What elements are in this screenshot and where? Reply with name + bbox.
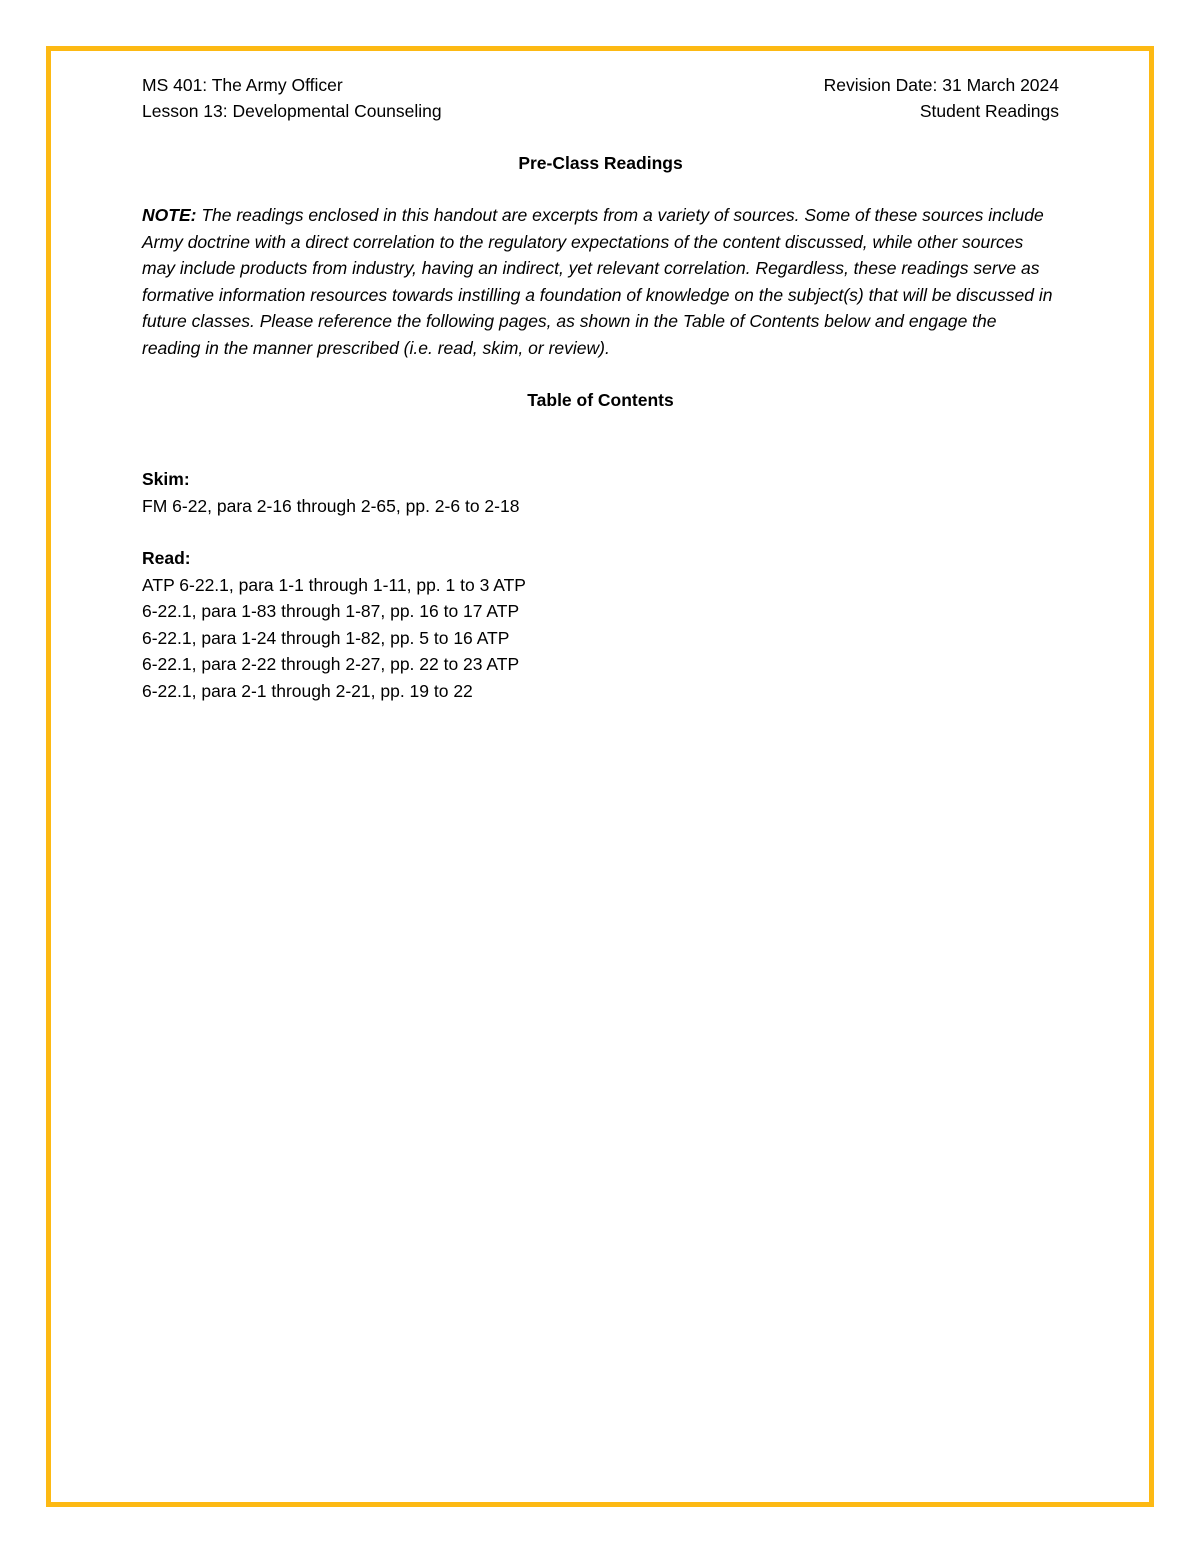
preclass-heading: Pre-Class Readings xyxy=(518,153,683,173)
note-text: The readings enclosed in this handout are excerpts from a variety of sources. Some of these sources include Army doctrine with a direct correlation to the regulatory expectations of the content discussed, while other sources may include products from industry, having an indirect, yet relevant correlation. Regardless, these readings serve as formative information resources towards instilling a foundation of knowledge on the subject(s) that will be discussed in future classes. Please reference the following pages, as shown in the Table of Contents below and engage the reading in the manner prescribed (i.e. read, skim, or review). xyxy=(142,205,1053,358)
header-row-2 xyxy=(142,98,1059,124)
document-body xyxy=(142,72,1059,704)
note-paragraph xyxy=(142,202,1059,361)
course-title: MS 401: The Army Officer xyxy=(142,75,343,95)
read-line: 6-22.1, para 2-22 through 2-27, pp. 22 to 23 ATP xyxy=(142,654,520,674)
skim-label: Skim: xyxy=(142,469,190,489)
note-label: NOTE: xyxy=(142,205,197,225)
toc-heading: Table of Contents xyxy=(527,390,674,410)
revision-date: Revision Date: 31 March 2024 xyxy=(823,75,1059,95)
read-line: 6-22.1, para 1-83 through 1-87, pp. 16 to 17 ATP xyxy=(142,601,520,621)
skim-item: FM 6-22, para 2-16 through 2-65, pp. 2-6 to 2-18 xyxy=(142,495,520,516)
lesson-title: Lesson 13: Developmental Counseling xyxy=(142,101,442,121)
read-label: Read: xyxy=(142,548,191,568)
read-line: 6-22.1, para 1-24 through 1-82, pp. 5 to 16 ATP xyxy=(142,627,510,648)
document-type: Student Readings xyxy=(919,101,1059,121)
read-line: 6-22.1, para 2-1 through 2-21, pp. 19 to 22 xyxy=(142,680,473,701)
header-row-1 xyxy=(142,72,1059,98)
read-line: ATP 6-22.1, para 1-1 through 1-11, pp. 1 to 3 ATP xyxy=(142,574,526,595)
